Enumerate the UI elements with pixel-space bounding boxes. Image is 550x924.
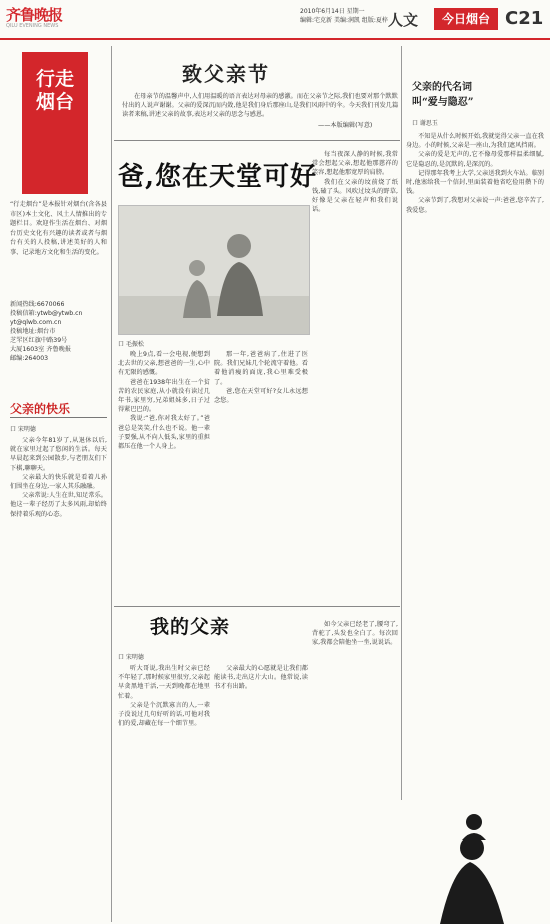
promo-title: 行走 烟台: [35, 68, 74, 113]
page-title: 致父亲节: [182, 62, 270, 86]
contact-info: 新闻热线:6670066 投稿信箱:ytwb@ytwb.cn yt@qlwb.com.cn 投稿地址:烟台市 芝罘区红旗中路39号 大厦1603室 齐鲁晚报 邮编:264003: [10, 301, 83, 362]
promo-description: “行走烟台”是本报针对烟台(含各县市区)本土文化、风土人情推出的专题栏目。欢迎作生活在烟台、对烟台历史文化有兴趣的读者或者与烟台有关的人投稿,讲述美好的人和事、记录地方文化和生活的变化。: [10, 201, 107, 256]
right-article-byline: 口 谢思玉: [412, 120, 438, 127]
page-header: [0, 0, 550, 40]
article-1-title: 爸,您在天堂可好: [118, 162, 318, 192]
right-article-title: 父亲的代名词 叫“爱与隐忍”: [412, 82, 474, 108]
divider: [114, 606, 400, 607]
divider: [10, 417, 107, 418]
logo-subtitle: QILU EVENING NEWS: [6, 23, 59, 29]
left-story-byline: 口 宋明德: [10, 426, 36, 433]
article-1-byline: 口 毛振松: [118, 341, 144, 348]
section-tab: 今日烟台: [434, 8, 498, 30]
article-2-title: 我的父亲: [150, 616, 231, 638]
issue-date: 2010年6月14日 星期一: [300, 8, 365, 15]
left-story-body: 父亲今年81岁了,从退休以后,就在家里过起了悠闲的生活。每天早晨起来到公园散步,与老朋友们下下棋,聊聊天。 父亲最大的快乐就是看着儿孙们围坐在身边,一家人其乐融融。 父亲常说:人生在世,知足常乐。他这一辈子经历了太多风雨,却始终保持着乐观的心态。: [10, 437, 107, 518]
father-child-silhouette-icon: [400, 800, 546, 924]
section-name: 人文: [388, 11, 419, 29]
divider: [114, 140, 400, 141]
article-2-body-col2: 父亲最大的心愿就是让我们都能读书,走出这片大山。他常说,读书才有出路。: [214, 665, 308, 691]
silhouette-illustration: [400, 800, 546, 924]
article-1-body-col1: 晚上9点,看一会电视,便想到北去世的父亲,想爸爸的一生,心中有无限的感慨。 爸爸在1938年出生在一个贫苦的农民家庭,从小就没有读过几年书,家里穷,兄弟姐妹多,日子过得紧巴巴的。 我说:“爸,你对我太好了。”爸爸总是笑笑,什么也不说。他一辈子要强,从不向人低头,家里的重担都压在他一个人身上。: [118, 351, 210, 451]
column-divider: [111, 46, 112, 922]
right-article-body: 不知是从什么时候开始,我就觉得父亲一直在我身边。小的时候,父亲是一座山,为我们遮风挡雨。 父亲的爱是无声的,它不像母爱那样温柔细腻,它是隐忍的,是沉默的,是深沉的。 记得那年我考上大学,父亲送我到火车站。临别时,他塞给我一个信封,里面装着他省吃俭用攒下的钱。 父亲节到了,我想对父亲说一声:爸爸,您辛苦了,我爱您。: [406, 133, 544, 214]
article-1-body-col2: 那一年,爸爸病了,住进了医院。我们兄妹几个轮流守着他。看着他消瘦的面庞,我心里难受极了。 爸,您在天堂可好?女儿永远想念您。: [214, 351, 308, 405]
article-2-body-col3: 如今父亲已经老了,腰弯了,背驼了,头发也全白了。每次回家,我都会陪他坐一坐,说说话。: [312, 621, 398, 647]
page-intro: 在母亲节的温馨声中,人们用温暖的语言表达对母亲的感激。而在父亲节之际,我们也要对那个默默付出的人说声谢谢。父亲的爱深沉而内敛,他是我们身后那座山,是我们风雨中的伞。今天我们刊发几篇读者来稿,讲述父亲的故事,表达对父亲的思念与感恩。: [122, 93, 399, 119]
page-number: C21: [505, 8, 544, 29]
photo-illustration: [119, 206, 309, 334]
article-2-byline: 口 宋明德: [118, 654, 144, 661]
intro-source: ——本版编辑(写意): [318, 122, 373, 129]
editor-credits: 编辑:宅克新 美编:润凯 组版:夏梓: [300, 17, 388, 24]
left-story-header: [10, 400, 107, 416]
article-2-body-col1: 听大哥说,我出生时父亲已经不年轻了,那时候家里很穷,父亲起早贪黑地干活,一天到晚都在地里忙着。 父亲是个沉默寡言的人,一辈子没说过几句好听的话,可他对我们的爱,却藏在每一个细节里。: [118, 665, 210, 728]
column-promo-box: [22, 52, 88, 194]
left-story-title: 父亲的快乐: [10, 402, 71, 416]
article-1-body-col3: 每当夜深人静的时候,我常常会想起父亲,想起他那慈祥的笑容,想起他那宽厚的肩膀。 我们在父亲的坟前烧了纸钱,磕了头。风吹过坟头的野草,好像是父亲在轻声和我们说话。: [312, 151, 398, 214]
column-divider: [401, 46, 402, 922]
father-daughter-photo: [118, 205, 310, 335]
newspaper-logo: 齐鲁晚报: [6, 6, 63, 24]
